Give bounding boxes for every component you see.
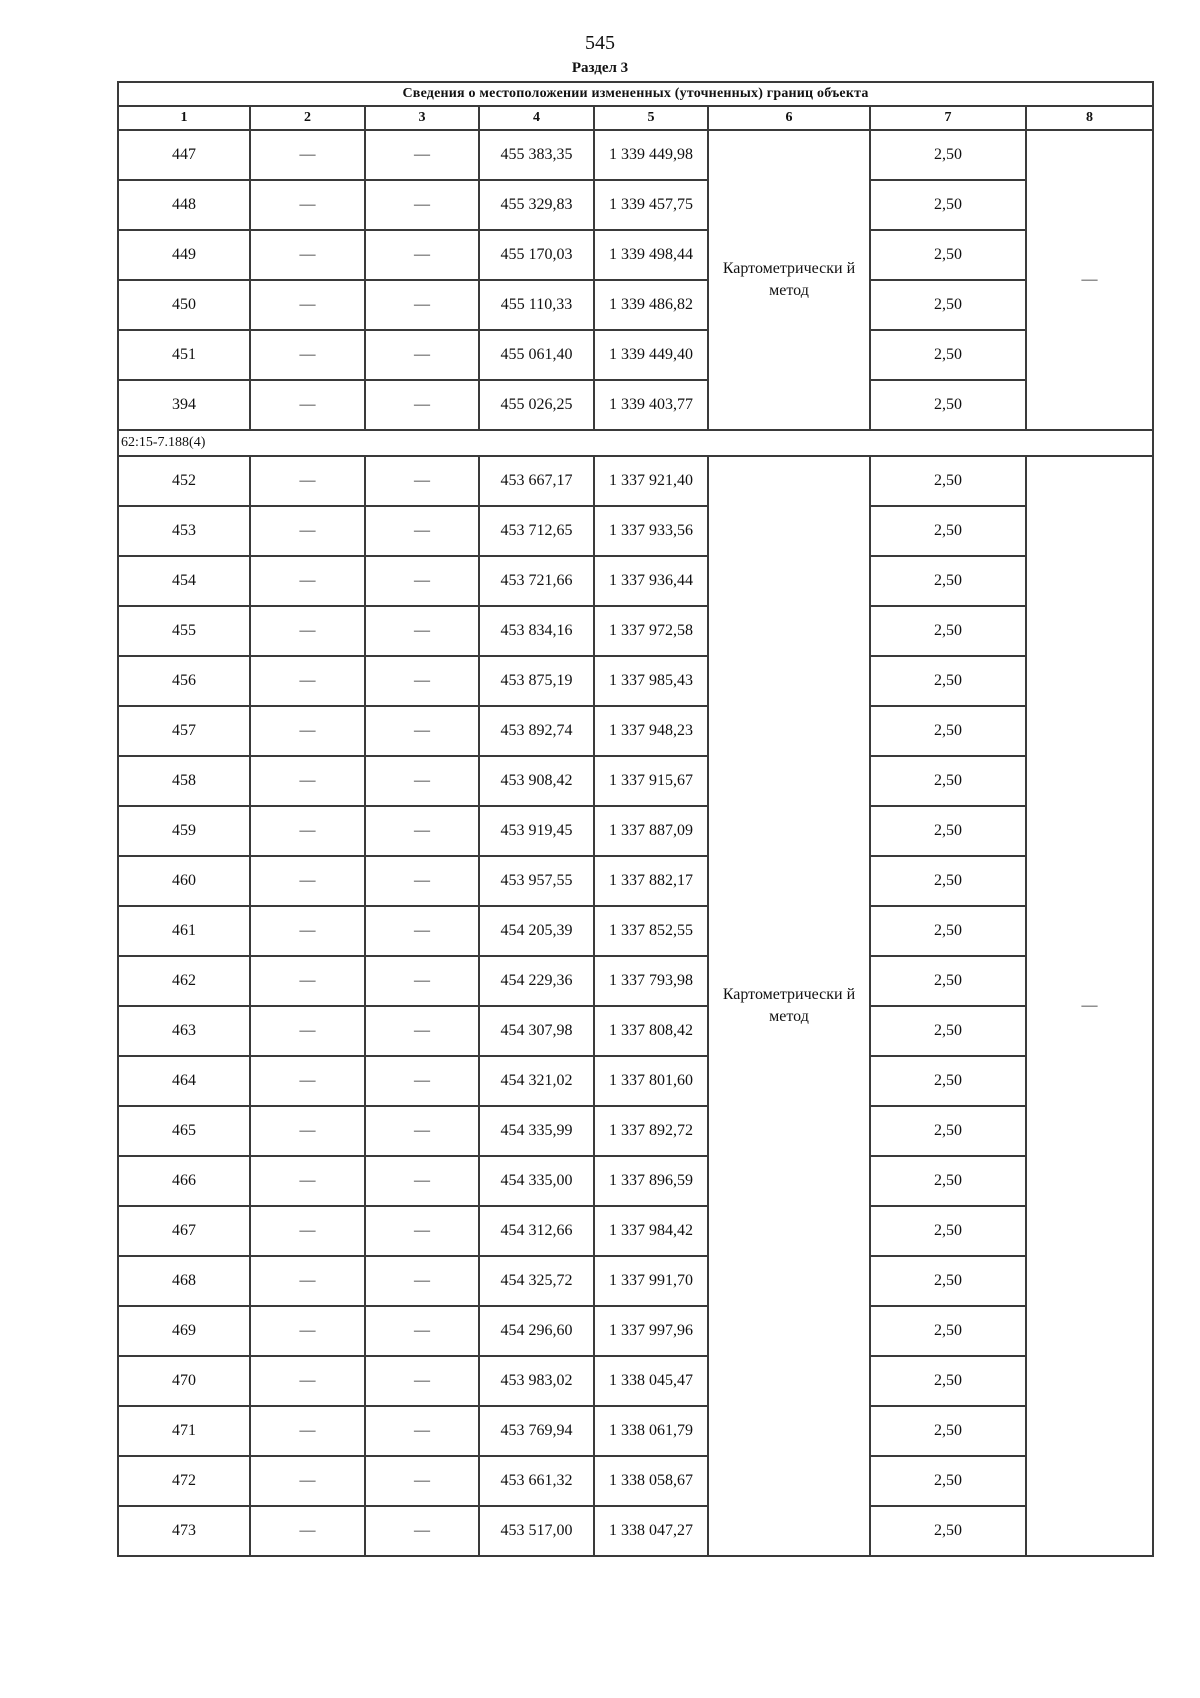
- column-3-cell: —: [365, 1456, 479, 1506]
- point-number-cell: 453: [118, 506, 250, 556]
- accuracy-cell: 2,50: [870, 906, 1026, 956]
- column-2-cell: —: [250, 1406, 365, 1456]
- point-number-cell: 458: [118, 756, 250, 806]
- column-2-cell: —: [250, 1156, 365, 1206]
- coordinate-x-cell: 455 170,03: [479, 230, 594, 280]
- coordinate-y-cell: 1 339 449,40: [594, 330, 708, 380]
- column-header: 1: [118, 106, 250, 130]
- column-2-cell: —: [250, 1506, 365, 1556]
- column-3-cell: —: [365, 180, 479, 230]
- coordinate-y-cell: 1 338 061,79: [594, 1406, 708, 1456]
- coordinate-x-cell: 455 026,25: [479, 380, 594, 430]
- column-header: 4: [479, 106, 594, 130]
- coordinate-x-cell: 455 110,33: [479, 280, 594, 330]
- table-row: [118, 280, 1153, 330]
- coordinate-x-cell: 453 769,94: [479, 1406, 594, 1456]
- coordinate-x-cell: 453 721,66: [479, 556, 594, 606]
- accuracy-cell: 2,50: [870, 1406, 1026, 1456]
- table-row: [118, 1306, 1153, 1356]
- coordinate-x-cell: 454 321,02: [479, 1056, 594, 1106]
- accuracy-cell: 2,50: [870, 230, 1026, 280]
- column-3-cell: —: [365, 706, 479, 756]
- accuracy-cell: 2,50: [870, 1106, 1026, 1156]
- coordinate-x-cell: 453 712,65: [479, 506, 594, 556]
- column-2-cell: —: [250, 956, 365, 1006]
- table-row: [118, 1406, 1153, 1456]
- column-2-cell: —: [250, 230, 365, 280]
- point-number-cell: 465: [118, 1106, 250, 1156]
- column-header: 6: [708, 106, 870, 130]
- point-number-cell: 449: [118, 230, 250, 280]
- coordinate-x-cell: 455 061,40: [479, 330, 594, 380]
- accuracy-cell: 2,50: [870, 556, 1026, 606]
- column-header: 5: [594, 106, 708, 130]
- point-number-cell: 460: [118, 856, 250, 906]
- column-3-cell: —: [365, 506, 479, 556]
- coordinate-y-cell: 1 339 457,75: [594, 180, 708, 230]
- accuracy-cell: 2,50: [870, 1356, 1026, 1406]
- table-row: [118, 756, 1153, 806]
- table-row: [118, 180, 1153, 230]
- coordinate-x-cell: 455 383,35: [479, 130, 594, 180]
- accuracy-cell: 2,50: [870, 180, 1026, 230]
- point-number-cell: 471: [118, 1406, 250, 1456]
- column-3-cell: —: [365, 806, 479, 856]
- column-header: 7: [870, 106, 1026, 130]
- accuracy-cell: 2,50: [870, 456, 1026, 506]
- accuracy-cell: 2,50: [870, 130, 1026, 180]
- table-row: [118, 1456, 1153, 1506]
- coordinate-y-cell: 1 337 972,58: [594, 606, 708, 656]
- coordinate-y-cell: 1 337 933,56: [594, 506, 708, 556]
- coordinate-y-cell: 1 337 915,67: [594, 756, 708, 806]
- coordinate-x-cell: 453 892,74: [479, 706, 594, 756]
- accuracy-cell: 2,50: [870, 956, 1026, 1006]
- accuracy-cell: 2,50: [870, 1256, 1026, 1306]
- coordinate-x-cell: 454 312,66: [479, 1206, 594, 1256]
- column-header-row: [118, 106, 1153, 130]
- point-number-cell: 456: [118, 656, 250, 706]
- accuracy-cell: 2,50: [870, 1506, 1026, 1556]
- accuracy-cell: 2,50: [870, 756, 1026, 806]
- column-2-cell: —: [250, 806, 365, 856]
- table-row: [118, 906, 1153, 956]
- coordinate-y-cell: 1 337 793,98: [594, 956, 708, 1006]
- accuracy-cell: 2,50: [870, 380, 1026, 430]
- point-number-cell: 457: [118, 706, 250, 756]
- column-2-cell: —: [250, 556, 365, 606]
- coordinate-y-cell: 1 337 991,70: [594, 1256, 708, 1306]
- column-3-cell: —: [365, 1206, 479, 1256]
- coordinate-y-cell: 1 337 887,09: [594, 806, 708, 856]
- section-title: Раздел 3: [571, 60, 629, 76]
- coordinate-x-cell: 454 325,72: [479, 1256, 594, 1306]
- column-3-cell: —: [365, 1106, 479, 1156]
- point-number-cell: 470: [118, 1356, 250, 1406]
- column-8-cell: —: [1026, 130, 1153, 430]
- coordinate-x-cell: 455 329,83: [479, 180, 594, 230]
- column-3-cell: —: [365, 906, 479, 956]
- table-row: [118, 956, 1153, 1006]
- coordinate-y-cell: 1 338 045,47: [594, 1356, 708, 1406]
- method-cell: Картометрически й метод: [708, 456, 870, 1556]
- point-number-cell: 473: [118, 1506, 250, 1556]
- coordinate-y-cell: 1 337 801,60: [594, 1056, 708, 1106]
- coordinate-x-cell: 453 957,55: [479, 856, 594, 906]
- column-2-cell: —: [250, 656, 365, 706]
- coordinate-y-cell: 1 337 882,17: [594, 856, 708, 906]
- accuracy-cell: 2,50: [870, 1006, 1026, 1056]
- coordinate-y-cell: 1 337 852,55: [594, 906, 708, 956]
- column-2-cell: —: [250, 1306, 365, 1356]
- coordinate-y-cell: 1 338 047,27: [594, 1506, 708, 1556]
- column-2-cell: —: [250, 506, 365, 556]
- point-number-cell: 394: [118, 380, 250, 430]
- coordinate-y-cell: 1 337 985,43: [594, 656, 708, 706]
- column-2-cell: —: [250, 1106, 365, 1156]
- accuracy-cell: 2,50: [870, 1056, 1026, 1106]
- column-2-cell: —: [250, 606, 365, 656]
- coordinate-y-cell: 1 337 808,42: [594, 1006, 708, 1056]
- table-row: [118, 1506, 1153, 1556]
- table-caption: Сведения о местоположении измененных (уточненных) границ объекта: [118, 82, 1153, 106]
- table-row: [118, 1056, 1153, 1106]
- column-2-cell: —: [250, 130, 365, 180]
- table-row: [118, 706, 1153, 756]
- column-3-cell: —: [365, 280, 479, 330]
- table-row: [118, 506, 1153, 556]
- coordinate-y-cell: 1 337 896,59: [594, 1156, 708, 1206]
- coordinate-x-cell: 453 919,45: [479, 806, 594, 856]
- coordinate-x-cell: 454 205,39: [479, 906, 594, 956]
- coordinate-y-cell: 1 337 892,72: [594, 1106, 708, 1156]
- column-2-cell: —: [250, 330, 365, 380]
- accuracy-cell: 2,50: [870, 1456, 1026, 1506]
- column-2-cell: —: [250, 456, 365, 506]
- point-number-cell: 469: [118, 1306, 250, 1356]
- page-number: 545: [585, 32, 615, 54]
- column-2-cell: —: [250, 1006, 365, 1056]
- column-3-cell: —: [365, 756, 479, 806]
- column-3-cell: —: [365, 956, 479, 1006]
- column-3-cell: —: [365, 130, 479, 180]
- column-3-cell: —: [365, 1006, 479, 1056]
- table-row: [118, 856, 1153, 906]
- coordinate-y-cell: 1 337 948,23: [594, 706, 708, 756]
- column-3-cell: —: [365, 1256, 479, 1306]
- coordinate-y-cell: 1 337 921,40: [594, 456, 708, 506]
- coordinate-y-cell: 1 339 486,82: [594, 280, 708, 330]
- accuracy-cell: 2,50: [870, 1156, 1026, 1206]
- coordinate-x-cell: 453 517,00: [479, 1506, 594, 1556]
- point-number-cell: 462: [118, 956, 250, 1006]
- column-3-cell: —: [365, 856, 479, 906]
- coordinate-x-cell: 454 307,98: [479, 1006, 594, 1056]
- point-number-cell: 463: [118, 1006, 250, 1056]
- column-2-cell: —: [250, 1456, 365, 1506]
- coordinate-y-cell: 1 337 997,96: [594, 1306, 708, 1356]
- column-3-cell: —: [365, 1056, 479, 1106]
- column-8-cell: —: [1026, 456, 1153, 1556]
- accuracy-cell: 2,50: [870, 330, 1026, 380]
- table-row: [118, 230, 1153, 280]
- column-3-cell: —: [365, 656, 479, 706]
- column-2-cell: —: [250, 856, 365, 906]
- coordinate-x-cell: 454 335,99: [479, 1106, 594, 1156]
- column-2-cell: —: [250, 280, 365, 330]
- point-number-cell: 468: [118, 1256, 250, 1306]
- method-cell: Картометрически й метод: [708, 130, 870, 430]
- coordinate-x-cell: 453 908,42: [479, 756, 594, 806]
- table-row: [118, 380, 1153, 430]
- accuracy-cell: 2,50: [870, 656, 1026, 706]
- column-2-cell: —: [250, 756, 365, 806]
- column-3-cell: —: [365, 556, 479, 606]
- coordinate-y-cell: 1 338 058,67: [594, 1456, 708, 1506]
- group-label-row: [118, 430, 1153, 456]
- point-number-cell: 459: [118, 806, 250, 856]
- accuracy-cell: 2,50: [870, 506, 1026, 556]
- table-row: [118, 1006, 1153, 1056]
- accuracy-cell: 2,50: [870, 706, 1026, 756]
- point-number-cell: 448: [118, 180, 250, 230]
- point-number-cell: 464: [118, 1056, 250, 1106]
- column-header: 8: [1026, 106, 1153, 130]
- column-3-cell: —: [365, 606, 479, 656]
- column-3-cell: —: [365, 330, 479, 380]
- table-row: [118, 806, 1153, 856]
- column-3-cell: —: [365, 230, 479, 280]
- point-number-cell: 447: [118, 130, 250, 180]
- accuracy-cell: 2,50: [870, 856, 1026, 906]
- column-3-cell: —: [365, 1506, 479, 1556]
- table-row: [118, 1106, 1153, 1156]
- point-number-cell: 467: [118, 1206, 250, 1256]
- coordinate-y-cell: 1 337 936,44: [594, 556, 708, 606]
- point-number-cell: 461: [118, 906, 250, 956]
- column-2-cell: —: [250, 1206, 365, 1256]
- coordinate-x-cell: 454 335,00: [479, 1156, 594, 1206]
- accuracy-cell: 2,50: [870, 1206, 1026, 1256]
- coordinate-x-cell: 453 983,02: [479, 1356, 594, 1406]
- point-number-cell: 466: [118, 1156, 250, 1206]
- column-3-cell: —: [365, 1406, 479, 1456]
- table-row: [118, 1356, 1153, 1406]
- table-row: [118, 606, 1153, 656]
- point-number-cell: 452: [118, 456, 250, 506]
- coordinate-x-cell: 453 667,17: [479, 456, 594, 506]
- table-row: [118, 1206, 1153, 1256]
- table-row: [118, 330, 1153, 380]
- point-number-cell: 455: [118, 606, 250, 656]
- column-3-cell: —: [365, 1356, 479, 1406]
- cadastral-number-label: 62:15-7.188(4): [118, 430, 1153, 456]
- coordinate-x-cell: 454 296,60: [479, 1306, 594, 1356]
- column-2-cell: —: [250, 180, 365, 230]
- coordinate-y-cell: 1 339 449,98: [594, 130, 708, 180]
- column-3-cell: —: [365, 456, 479, 506]
- column-2-cell: —: [250, 380, 365, 430]
- column-3-cell: —: [365, 380, 479, 430]
- table-row: [118, 456, 1153, 506]
- coordinate-x-cell: 453 875,19: [479, 656, 594, 706]
- coordinate-y-cell: 1 339 403,77: [594, 380, 708, 430]
- coordinate-x-cell: 453 661,32: [479, 1456, 594, 1506]
- column-2-cell: —: [250, 706, 365, 756]
- column-2-cell: —: [250, 1056, 365, 1106]
- column-3-cell: —: [365, 1306, 479, 1356]
- column-2-cell: —: [250, 906, 365, 956]
- accuracy-cell: 2,50: [870, 1306, 1026, 1356]
- column-2-cell: —: [250, 1256, 365, 1306]
- table-caption-row: [118, 82, 1153, 106]
- accuracy-cell: 2,50: [870, 806, 1026, 856]
- table-row: [118, 130, 1153, 180]
- coordinate-y-cell: 1 337 984,42: [594, 1206, 708, 1256]
- coordinate-y-cell: 1 339 498,44: [594, 230, 708, 280]
- coordinate-x-cell: 453 834,16: [479, 606, 594, 656]
- point-number-cell: 450: [118, 280, 250, 330]
- table-row: [118, 1156, 1153, 1206]
- table-row: [118, 556, 1153, 606]
- column-header: 3: [365, 106, 479, 130]
- accuracy-cell: 2,50: [870, 606, 1026, 656]
- column-2-cell: —: [250, 1356, 365, 1406]
- table-row: [118, 656, 1153, 706]
- point-number-cell: 451: [118, 330, 250, 380]
- table-row: [118, 1256, 1153, 1306]
- column-header: 2: [250, 106, 365, 130]
- accuracy-cell: 2,50: [870, 280, 1026, 330]
- point-number-cell: 454: [118, 556, 250, 606]
- boundary-table: [117, 81, 1154, 1557]
- coordinate-x-cell: 454 229,36: [479, 956, 594, 1006]
- point-number-cell: 472: [118, 1456, 250, 1506]
- column-3-cell: —: [365, 1156, 479, 1206]
